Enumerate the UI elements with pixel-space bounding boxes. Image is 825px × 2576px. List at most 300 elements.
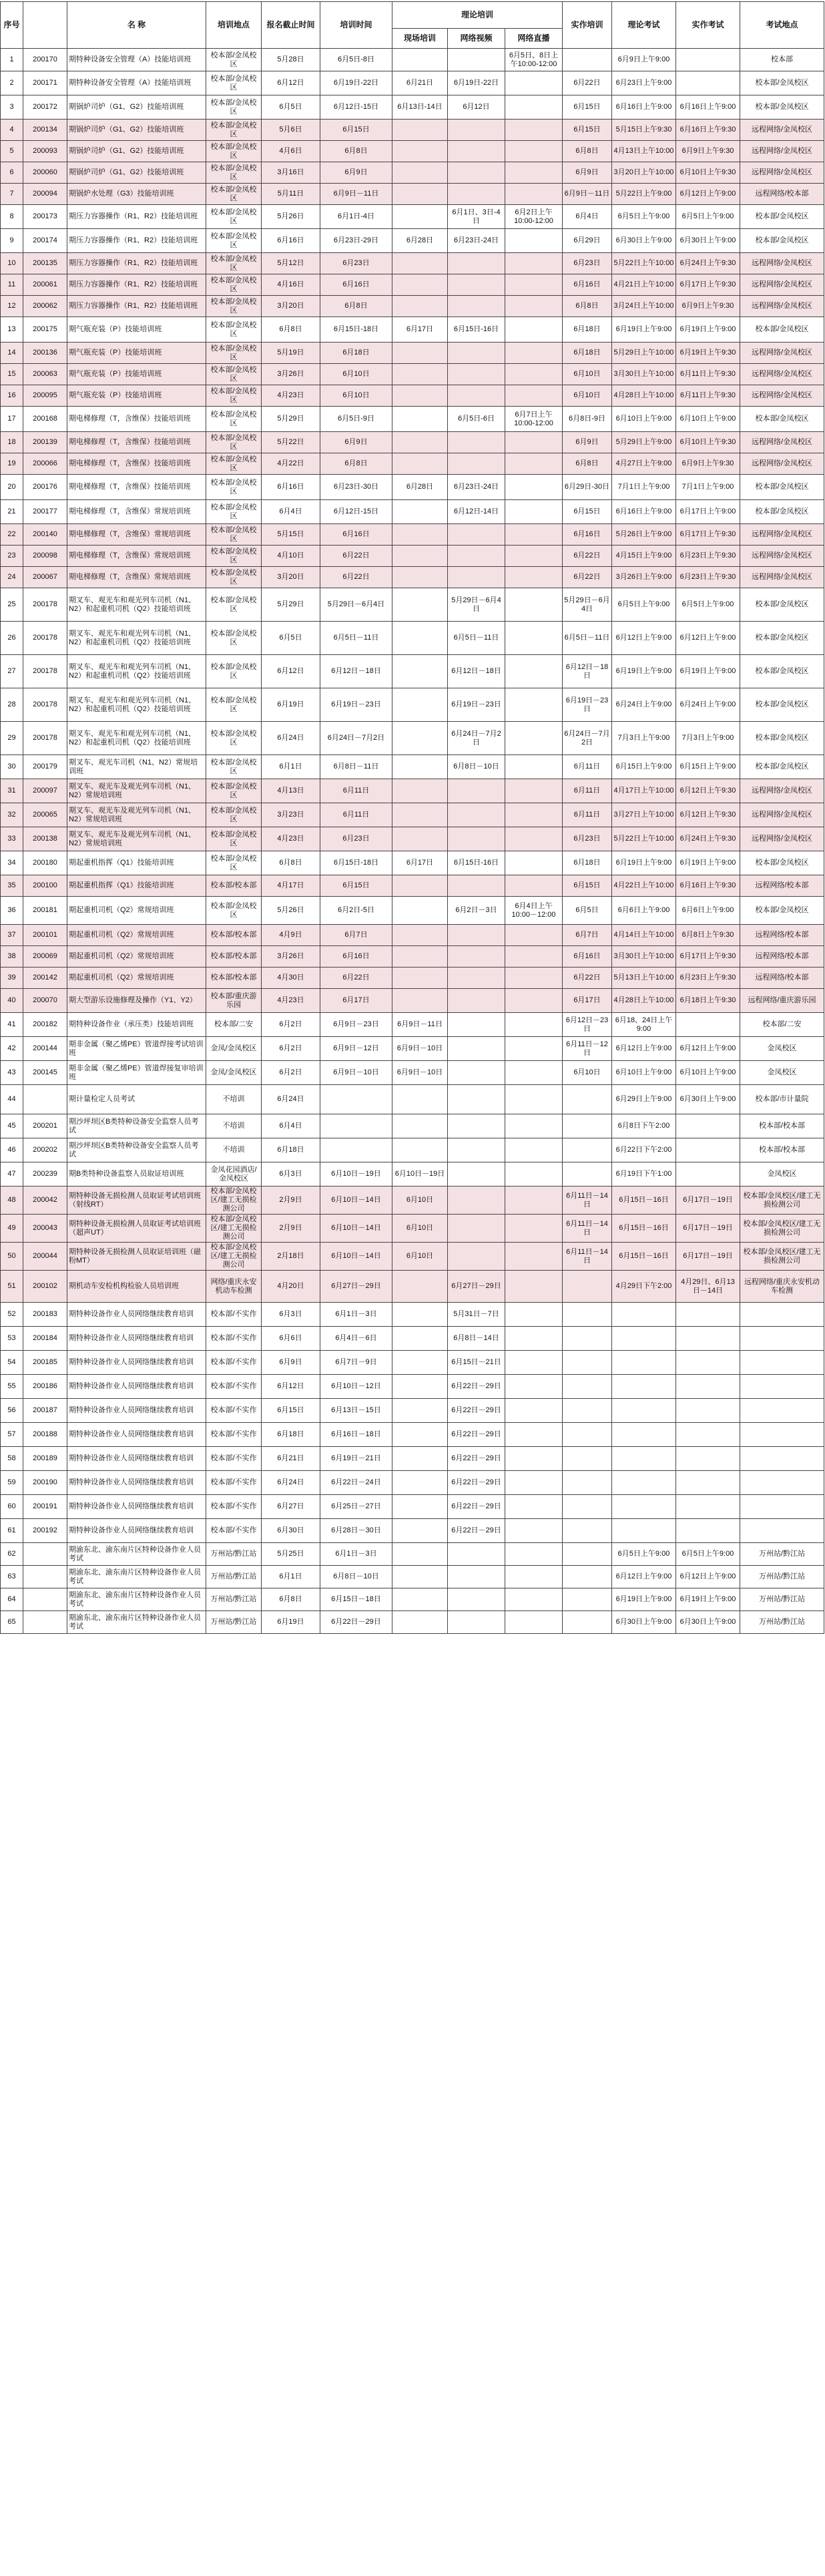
cell-practice xyxy=(563,1519,612,1543)
cell-place: 校本部/金凤校区 xyxy=(206,317,262,343)
cell-place: 校本部/金凤校区 xyxy=(206,407,262,432)
col-video: 网络视频 xyxy=(448,29,505,49)
cell-exam-place: 远程网络/金凤校区 xyxy=(740,364,824,385)
cell-place: 不培训 xyxy=(206,1138,262,1162)
cell-theory-exam: 5月29日上午9:00 xyxy=(612,432,676,453)
cell-practice xyxy=(563,1351,612,1375)
cell-theory-exam: 3月24日上午10:00 xyxy=(612,296,676,317)
cell-name: 期叉车、观光车和观光列车司机（N1、N2）和起重机司机（Q2）技能培训班 xyxy=(67,622,206,655)
cell-video xyxy=(448,1138,505,1162)
cell-video: 6月19日-22日 xyxy=(448,71,505,95)
cell-practice-exam: 6月30日上午9:00 xyxy=(676,1085,740,1114)
cell-exam-place: 校本部/金凤校区 xyxy=(740,588,824,622)
cell-video xyxy=(448,432,505,453)
cell-name: 期叉车、观光车及观光列车司机（N1、N2）常规培训班 xyxy=(67,827,206,851)
cell-practice: 6月23日 xyxy=(563,827,612,851)
cell-code: 200192 xyxy=(23,1519,67,1543)
cell-video: 6月23日-24日 xyxy=(448,475,505,500)
cell-name: 期起重机司机（Q2）常规培训班 xyxy=(67,968,206,989)
cell-live xyxy=(505,1519,563,1543)
cell-name: 期非金属（聚乙烯PE）管道焊接考试培训班 xyxy=(67,1037,206,1061)
cell-name: 期沙坪坝区B类特种设备安全监察人员考试 xyxy=(67,1138,206,1162)
cell-deadline: 6月8日 xyxy=(262,1588,320,1611)
cell-theory-exam: 5月22日上午9:00 xyxy=(612,184,676,205)
cell-place: 校本部/金凤校区 xyxy=(206,343,262,364)
cell-train-time: 6月23日 xyxy=(320,253,392,274)
cell-onsite xyxy=(392,1327,448,1351)
cell-video xyxy=(448,1085,505,1114)
cell-train-time: 6月16日 xyxy=(320,274,392,296)
cell-place: 校本部/校本部 xyxy=(206,875,262,897)
cell-live xyxy=(505,546,563,567)
cell-name: 期压力容器操作（R1、R2）技能培训班 xyxy=(67,274,206,296)
cell-onsite xyxy=(392,1085,448,1114)
cell-code: 200066 xyxy=(23,453,67,475)
cell-live: 6月2日上午10:00-12:00 xyxy=(505,205,563,229)
cell-practice: 6月22日 xyxy=(563,968,612,989)
cell-code: 200172 xyxy=(23,95,67,120)
cell-practice-exam: 6月5日上午9:00 xyxy=(676,205,740,229)
cell-practice-exam: 6月10日上午9:00 xyxy=(676,407,740,432)
cell-name: 期气瓶充装（P）技能培训班 xyxy=(67,364,206,385)
cell-practice: 6月15日 xyxy=(563,500,612,524)
cell-train-time: 6月5日-9日 xyxy=(320,407,392,432)
table-row xyxy=(1,946,824,968)
cell-practice: 6月8日 xyxy=(563,453,612,475)
cell-place: 校本部/校本部 xyxy=(206,925,262,946)
cell-exam-place: 校本部/金凤校区 xyxy=(740,897,824,925)
cell-exam-place: 远程网络/金凤校区 xyxy=(740,274,824,296)
cell-name: 期电梯修理（T，含维保）技能培训班 xyxy=(67,432,206,453)
cell-name: 期气瓶充装（P）技能培训班 xyxy=(67,343,206,364)
cell-practice: 6月8日 xyxy=(563,296,612,317)
cell-train-time: 6月7日 xyxy=(320,925,392,946)
cell-code: 200176 xyxy=(23,475,67,500)
cell-practice: 6月22日 xyxy=(563,71,612,95)
cell-theory-exam xyxy=(612,1495,676,1519)
cell-seq: 34 xyxy=(1,851,23,875)
cell-onsite xyxy=(392,546,448,567)
cell-code: 200188 xyxy=(23,1423,67,1447)
cell-name: 期电梯修理（T，含维保）常规培训班 xyxy=(67,567,206,588)
cell-practice: 6月10日 xyxy=(563,1061,612,1085)
cell-live xyxy=(505,475,563,500)
cell-seq: 62 xyxy=(1,1543,23,1566)
cell-theory-exam: 4月27日上午9:00 xyxy=(612,453,676,475)
cell-exam-place: 校本部/金凤校区 xyxy=(740,71,824,95)
cell-video: 6月15日-16日 xyxy=(448,851,505,875)
cell-exam-place: 校本部/金凤校区 xyxy=(740,475,824,500)
col-exam-place: 考试地点 xyxy=(740,2,824,49)
cell-code: 200177 xyxy=(23,500,67,524)
cell-name: 期起重机司机（Q2）常规培训班 xyxy=(67,946,206,968)
cell-seq: 57 xyxy=(1,1423,23,1447)
cell-train-time: 6月22日－29日 xyxy=(320,1611,392,1634)
table-row xyxy=(1,588,824,622)
cell-place: 校本部/金凤校区 xyxy=(206,205,262,229)
cell-exam-place: 校本部 xyxy=(740,49,824,71)
cell-onsite: 6月17日 xyxy=(392,851,448,875)
cell-practice: 6月15日 xyxy=(563,875,612,897)
cell-theory-exam: 6月10日上午9:00 xyxy=(612,1061,676,1085)
table-row xyxy=(1,385,824,407)
cell-onsite xyxy=(392,946,448,968)
cell-seq: 47 xyxy=(1,1162,23,1187)
cell-theory-exam xyxy=(612,1519,676,1543)
cell-exam-place: 万州站/黔江站 xyxy=(740,1543,824,1566)
cell-theory-exam: 6月30日上午9:00 xyxy=(612,1611,676,1634)
cell-place: 校本部/金凤校区 xyxy=(206,385,262,407)
cell-practice-exam: 4月29日、6月13日－14日 xyxy=(676,1271,740,1303)
cell-exam-place: 校本部/金凤校区 xyxy=(740,407,824,432)
table-row xyxy=(1,432,824,453)
table-row xyxy=(1,1114,824,1138)
cell-practice-exam: 6月19日上午9:00 xyxy=(676,317,740,343)
cell-exam-place: 远程网络/金凤校区 xyxy=(740,803,824,827)
cell-seq: 63 xyxy=(1,1566,23,1588)
cell-train-time: 6月10日－14日 xyxy=(320,1215,392,1243)
cell-deadline: 3月26日 xyxy=(262,946,320,968)
cell-video xyxy=(448,1215,505,1243)
cell-practice xyxy=(563,1114,612,1138)
cell-onsite xyxy=(392,655,448,688)
cell-practice: 6月12日－23日 xyxy=(563,1013,612,1037)
cell-code: 200142 xyxy=(23,968,67,989)
cell-onsite xyxy=(392,343,448,364)
cell-theory-exam: 6月19日上午9:00 xyxy=(612,1588,676,1611)
cell-deadline: 6月8日 xyxy=(262,317,320,343)
cell-place: 校本部/金凤校区 xyxy=(206,95,262,120)
cell-practice-exam: 6月5日上午9:00 xyxy=(676,588,740,622)
cell-place: 校本部/不实作 xyxy=(206,1327,262,1351)
cell-video xyxy=(448,524,505,546)
cell-deadline: 6月12日 xyxy=(262,1375,320,1399)
cell-practice-exam: 6月15日上午9:00 xyxy=(676,755,740,779)
col-train-time: 培训时间 xyxy=(320,2,392,49)
cell-code: 200065 xyxy=(23,803,67,827)
cell-video xyxy=(448,1162,505,1187)
cell-live xyxy=(505,722,563,755)
cell-code: 200180 xyxy=(23,851,67,875)
cell-seq: 25 xyxy=(1,588,23,622)
cell-train-time: 6月23日-30日 xyxy=(320,475,392,500)
cell-seq: 15 xyxy=(1,364,23,385)
cell-code xyxy=(23,1566,67,1588)
col-name: 名 称 xyxy=(67,2,206,49)
cell-exam-place: 校本部/二安 xyxy=(740,1013,824,1037)
cell-onsite xyxy=(392,1303,448,1327)
cell-theory-exam: 4月28日上午10:00 xyxy=(612,385,676,407)
cell-deadline: 4月9日 xyxy=(262,925,320,946)
cell-exam-place: 远程网络/金凤校区 xyxy=(740,296,824,317)
cell-video: 6月15日－21日 xyxy=(448,1351,505,1375)
cell-practice-exam xyxy=(676,1423,740,1447)
cell-code: 200171 xyxy=(23,71,67,95)
cell-practice-exam: 6月30日上午9:00 xyxy=(676,229,740,253)
cell-live xyxy=(505,296,563,317)
cell-practice: 6月10日 xyxy=(563,385,612,407)
cell-video xyxy=(448,1543,505,1566)
table-row xyxy=(1,205,824,229)
cell-seq: 31 xyxy=(1,779,23,803)
cell-train-time: 6月10日－12日 xyxy=(320,1375,392,1399)
cell-seq: 4 xyxy=(1,120,23,141)
cell-train-time: 6月5日－11日 xyxy=(320,622,392,655)
cell-train-time: 5月29日－6月4日 xyxy=(320,588,392,622)
table-row xyxy=(1,1543,824,1566)
cell-code xyxy=(23,1543,67,1566)
cell-live xyxy=(505,925,563,946)
cell-theory-exam: 7月1日上午9:00 xyxy=(612,475,676,500)
cell-name: 期锅炉水处理（G3）技能培训班 xyxy=(67,184,206,205)
cell-place: 校本部/金凤校区 xyxy=(206,432,262,453)
cell-onsite: 6月28日 xyxy=(392,475,448,500)
cell-place: 校本部/二安 xyxy=(206,1013,262,1037)
cell-practice-exam: 6月12日上午9:00 xyxy=(676,1566,740,1588)
cell-practice: 6月9日 xyxy=(563,162,612,184)
cell-video: 6月24日－7月2日 xyxy=(448,722,505,755)
table-row xyxy=(1,567,824,588)
cell-deadline: 4月23日 xyxy=(262,827,320,851)
table-row xyxy=(1,1447,824,1471)
cell-practice xyxy=(563,1495,612,1519)
cell-train-time: 6月9日－12日 xyxy=(320,1037,392,1061)
cell-place: 校本部/不实作 xyxy=(206,1519,262,1543)
cell-deadline: 4月17日 xyxy=(262,875,320,897)
cell-live xyxy=(505,875,563,897)
cell-name: 期压力容器操作（R1、R2）技能培训班 xyxy=(67,205,206,229)
cell-onsite xyxy=(392,688,448,722)
cell-code: 200062 xyxy=(23,296,67,317)
table-row xyxy=(1,779,824,803)
cell-exam-place xyxy=(740,1351,824,1375)
cell-deadline: 5月29日 xyxy=(262,407,320,432)
cell-practice-exam xyxy=(676,1375,740,1399)
table-row xyxy=(1,722,824,755)
cell-theory-exam: 6月15日－16日 xyxy=(612,1215,676,1243)
cell-theory-exam: 6月29日上午9:00 xyxy=(612,1085,676,1114)
table-row xyxy=(1,274,824,296)
cell-seq: 17 xyxy=(1,407,23,432)
cell-video xyxy=(448,343,505,364)
cell-practice: 6月8日-9日 xyxy=(563,407,612,432)
cell-practice: 5月29日－6月4日 xyxy=(563,588,612,622)
cell-video: 6月22日－29日 xyxy=(448,1519,505,1543)
cell-code: 200063 xyxy=(23,364,67,385)
cell-deadline: 6月21日 xyxy=(262,1447,320,1471)
table-row xyxy=(1,141,824,162)
cell-theory-exam xyxy=(612,1447,676,1471)
cell-deadline: 5月22日 xyxy=(262,432,320,453)
table-row xyxy=(1,1037,824,1061)
table-row xyxy=(1,1423,824,1447)
cell-place: 校本部/金凤校区 xyxy=(206,688,262,722)
cell-practice-exam xyxy=(676,1114,740,1138)
cell-deadline: 6月30日 xyxy=(262,1519,320,1543)
cell-theory-exam: 6月15日－16日 xyxy=(612,1243,676,1271)
cell-practice: 6月15日 xyxy=(563,120,612,141)
cell-name: 期锅炉司炉（G1、G2）技能培训班 xyxy=(67,162,206,184)
cell-exam-place: 远程网络/金凤校区 xyxy=(740,546,824,567)
cell-onsite xyxy=(392,875,448,897)
cell-video: 5月29日－6月4日 xyxy=(448,588,505,622)
cell-practice-exam xyxy=(676,71,740,95)
cell-deadline: 4月6日 xyxy=(262,141,320,162)
cell-live xyxy=(505,120,563,141)
cell-code: 200173 xyxy=(23,205,67,229)
cell-name: 期特种设备作业人员网络继续教育培训 xyxy=(67,1375,206,1399)
cell-code: 200097 xyxy=(23,779,67,803)
cell-name: 期渝东北、渝东南片区特种设备作业人员考试 xyxy=(67,1543,206,1566)
table-row xyxy=(1,546,824,567)
cell-deadline: 3月20日 xyxy=(262,296,320,317)
cell-seq: 20 xyxy=(1,475,23,500)
cell-name: 期起重机指挥（Q1）技能培训班 xyxy=(67,875,206,897)
cell-video xyxy=(448,875,505,897)
cell-video xyxy=(448,49,505,71)
cell-exam-place: 校本部/金凤校区 xyxy=(740,500,824,524)
cell-place: 校本部/金凤校区/建工无损检测公司 xyxy=(206,1215,262,1243)
cell-seq: 32 xyxy=(1,803,23,827)
cell-place: 校本部/金凤校区 xyxy=(206,722,262,755)
cell-theory-exam: 6月5日上午9:00 xyxy=(612,1543,676,1566)
cell-live xyxy=(505,946,563,968)
cell-practice-exam: 6月17日－19日 xyxy=(676,1243,740,1271)
cell-exam-place: 金凤校区 xyxy=(740,1061,824,1085)
cell-code: 200061 xyxy=(23,274,67,296)
table-row xyxy=(1,162,824,184)
cell-name: 期叉车、观光车和观光列车司机（N1、N2）和起重机司机（Q2）技能培训班 xyxy=(67,722,206,755)
cell-practice-exam: 6月16日上午9:30 xyxy=(676,120,740,141)
cell-live xyxy=(505,1215,563,1243)
cell-code: 200145 xyxy=(23,1061,67,1085)
table-row xyxy=(1,1588,824,1611)
cell-live xyxy=(505,1114,563,1138)
cell-train-time: 6月9日－23日 xyxy=(320,1013,392,1037)
cell-live xyxy=(505,1303,563,1327)
cell-theory-exam: 6月19日上午9:00 xyxy=(612,851,676,875)
cell-name: 期特种设备作业人员网络继续教育培训 xyxy=(67,1423,206,1447)
cell-train-time: 6月19日-22日 xyxy=(320,71,392,95)
cell-live xyxy=(505,968,563,989)
cell-seq: 50 xyxy=(1,1243,23,1271)
cell-onsite xyxy=(392,184,448,205)
cell-place: 校本部/金凤校区 xyxy=(206,655,262,688)
cell-train-time: 6月13日－15日 xyxy=(320,1399,392,1423)
cell-video: 6月22日－29日 xyxy=(448,1399,505,1423)
table-row xyxy=(1,500,824,524)
cell-theory-exam xyxy=(612,1327,676,1351)
cell-code: 200178 xyxy=(23,688,67,722)
cell-onsite xyxy=(392,1351,448,1375)
table-body xyxy=(1,49,824,1634)
cell-live xyxy=(505,385,563,407)
table-row xyxy=(1,1061,824,1085)
cell-seq: 41 xyxy=(1,1013,23,1037)
cell-seq: 27 xyxy=(1,655,23,688)
cell-practice-exam: 6月24日上午9:30 xyxy=(676,827,740,851)
cell-video xyxy=(448,1013,505,1037)
cell-practice-exam: 6月19日上午9:30 xyxy=(676,343,740,364)
cell-video xyxy=(448,385,505,407)
cell-deadline: 6月3日 xyxy=(262,1162,320,1187)
cell-onsite xyxy=(392,1423,448,1447)
cell-place: 校本部/金凤校区 xyxy=(206,851,262,875)
table-row xyxy=(1,968,824,989)
cell-live: 6月4日上午10:00－12:00 xyxy=(505,897,563,925)
table-row xyxy=(1,655,824,688)
cell-video: 6月23日-24日 xyxy=(448,229,505,253)
cell-practice-exam xyxy=(676,1351,740,1375)
cell-deadline: 6月12日 xyxy=(262,655,320,688)
cell-practice xyxy=(563,1447,612,1471)
cell-exam-place xyxy=(740,1303,824,1327)
cell-name: 期B类特种设备监察人员取证培训班 xyxy=(67,1162,206,1187)
cell-practice xyxy=(563,1566,612,1588)
cell-theory-exam: 6月5日上午9:00 xyxy=(612,205,676,229)
cell-seq: 21 xyxy=(1,500,23,524)
cell-place: 不培训 xyxy=(206,1114,262,1138)
cell-exam-place: 校本部/金凤校区 xyxy=(740,851,824,875)
cell-place: 校本部/金凤校区 xyxy=(206,49,262,71)
cell-exam-place: 校本部/金凤校区 xyxy=(740,688,824,722)
cell-place: 金凤花园酒店/金凤校区 xyxy=(206,1162,262,1187)
cell-seq: 28 xyxy=(1,688,23,722)
cell-seq: 44 xyxy=(1,1085,23,1114)
cell-live xyxy=(505,1423,563,1447)
cell-live xyxy=(505,779,563,803)
cell-theory-exam: 6月15日－16日 xyxy=(612,1187,676,1215)
cell-code: 200100 xyxy=(23,875,67,897)
cell-deadline: 6月18日 xyxy=(262,1138,320,1162)
cell-name: 期气瓶充装（P）技能培训班 xyxy=(67,317,206,343)
cell-code: 200201 xyxy=(23,1114,67,1138)
cell-deadline: 6月5日 xyxy=(262,622,320,655)
cell-seq: 58 xyxy=(1,1447,23,1471)
cell-place: 校本部/不实作 xyxy=(206,1423,262,1447)
cell-theory-exam xyxy=(612,1303,676,1327)
cell-video: 6月22日－29日 xyxy=(448,1423,505,1447)
cell-name: 期特种设备作业人员网络继续教育培训 xyxy=(67,1471,206,1495)
cell-train-time: 6月8日－11日 xyxy=(320,755,392,779)
cell-name: 期特种设备作业人员网络继续教育培训 xyxy=(67,1495,206,1519)
cell-train-time: 6月22日－24日 xyxy=(320,1471,392,1495)
cell-onsite: 6月10日 xyxy=(392,1215,448,1243)
cell-theory-exam: 3月30日上午10:00 xyxy=(612,364,676,385)
cell-practice xyxy=(563,1588,612,1611)
cell-video xyxy=(448,1187,505,1215)
cell-exam-place: 万州站/黔江站 xyxy=(740,1566,824,1588)
cell-onsite: 6月10日－19日 xyxy=(392,1162,448,1187)
cell-seq: 53 xyxy=(1,1327,23,1351)
cell-practice-exam xyxy=(676,1495,740,1519)
cell-theory-exam: 4月21日上午10:00 xyxy=(612,274,676,296)
cell-practice-exam: 6月10日上午9:30 xyxy=(676,432,740,453)
cell-seq: 40 xyxy=(1,989,23,1013)
cell-train-time: 6月17日 xyxy=(320,989,392,1013)
cell-video xyxy=(448,253,505,274)
cell-onsite xyxy=(392,827,448,851)
cell-onsite xyxy=(392,1471,448,1495)
cell-onsite xyxy=(392,1271,448,1303)
cell-train-time: 6月12日-15日 xyxy=(320,500,392,524)
cell-theory-exam: 6月8日下午2:00 xyxy=(612,1114,676,1138)
cell-onsite xyxy=(392,205,448,229)
cell-exam-place: 远程网络/校本部 xyxy=(740,925,824,946)
cell-video: 6月1日、3日-4日 xyxy=(448,205,505,229)
cell-video: 6月22日－29日 xyxy=(448,1447,505,1471)
cell-practice-exam: 6月9日上午9:30 xyxy=(676,453,740,475)
